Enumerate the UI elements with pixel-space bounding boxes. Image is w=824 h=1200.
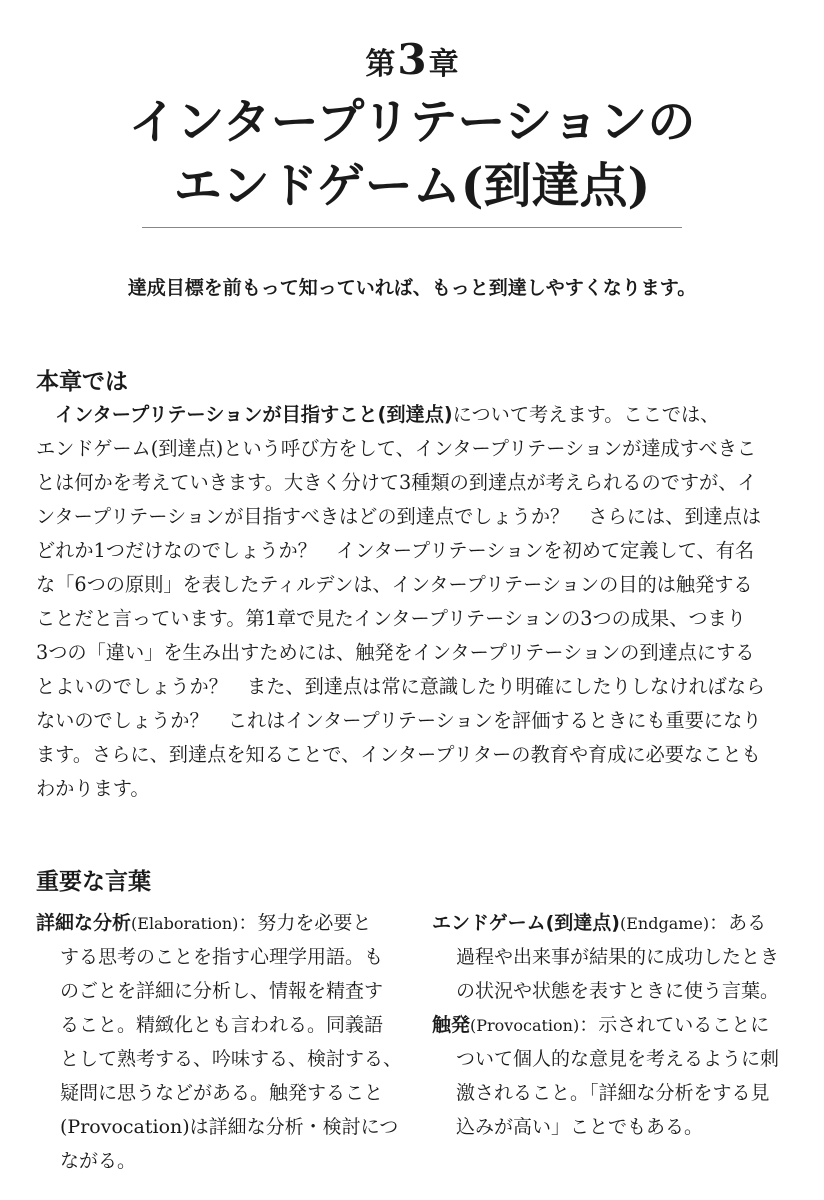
glossary-term: 触発: [432, 1014, 471, 1036]
chapter-title: [0, 90, 824, 218]
chapter-number: 3: [397, 35, 427, 84]
glossary-column-right: [432, 906, 788, 1144]
paragraph-line: ことだと言っています。第1章で見たインタープリテーションの3つの成果、つまり: [36, 607, 746, 630]
glossary-line: の状況や状態を表すときに使う言葉。: [456, 980, 780, 1002]
glossary-line: ついて個人的な意見を考えるように刺: [456, 1048, 780, 1070]
glossary-entry-endgame: [432, 906, 788, 1008]
chapter-suffix: 章: [428, 47, 459, 82]
glossary-line: エンドゲーム(到達点)(Endgame)：ある: [432, 912, 767, 934]
glossary-entry-elaboration: [36, 906, 403, 1178]
glossary-line: (Provocation)は詳細な分析・検討につ: [60, 1116, 399, 1138]
paragraph-line: どれか1つだけなのでしょうか？ インタープリテーションを初めて定義して、有名: [36, 539, 755, 562]
paragraph-line: ます。さらに、到達点を知ることで、インタープリターの教育や育成に必要なことも: [36, 743, 761, 766]
paragraph-line: とよいのでしょうか？ また、到達点は常に意識したり明確にしたりしなければなら: [36, 675, 766, 698]
section-heading-glossary: 重要な言葉: [36, 869, 151, 895]
glossary-entry-provocation: [432, 1008, 788, 1144]
paragraph-line: わかります。: [36, 777, 150, 800]
glossary-term-english: (Elaboration): [131, 914, 239, 933]
glossary-line: 激されること。「詳細な分析をする見: [456, 1082, 770, 1104]
intro-paragraph: [36, 398, 788, 806]
lead-sentence: 達成目標を前もって知っていれば、もっと到達しやすくなります。: [127, 277, 697, 299]
paragraph-line: インタープリテーションが目指すこと(到達点)について考えます。ここでは、: [55, 403, 720, 426]
chapter-label: [0, 35, 824, 85]
paragraph-line: とは何かを考えていきます。大きく分けて3種類の到達点が考えられるのですが、イ: [36, 471, 757, 494]
glossary-column-left: [36, 906, 403, 1178]
chapter-prefix: 第: [365, 47, 396, 82]
glossary-line: する思考のことを指す心理学用語。も: [60, 946, 384, 968]
chapter-title-line2: エンドゲーム(到達点): [173, 158, 651, 214]
glossary-term: 詳細な分析: [36, 912, 132, 934]
key-term: インタープリテーションが目指すこと: [55, 403, 378, 426]
paragraph-line: な「6つの原則」を表したティルデンは、インタープリテーションの目的は触発する: [36, 573, 753, 596]
glossary-term-english: (Provocation): [470, 1016, 580, 1035]
paragraph-line: ンタープリテーションが目指すべきはどの到達点でしょうか？ さらには、到達点は: [36, 505, 762, 528]
glossary-line: 過程や出来事が結果的に成功したとき: [456, 946, 780, 968]
glossary-line: ながる。: [60, 1150, 137, 1172]
glossary-term: エンドゲーム: [432, 912, 546, 934]
section-heading-intro: 本章では: [36, 369, 128, 395]
glossary-line: として熟考する、吟味する、検討する、: [60, 1048, 403, 1070]
glossary-line: 疑問に思うなどがある。触発すること: [60, 1082, 384, 1104]
glossary-line: 触発(Provocation)：示されていることに: [432, 1014, 770, 1036]
glossary-term-english: (Endgame): [620, 914, 710, 933]
glossary-line: 詳細な分析(Elaboration)：努力を必要と: [36, 912, 372, 934]
paragraph-line: ないのでしょうか？ これはインタープリテーションを評価するときにも重要になり: [36, 709, 762, 732]
title-divider: [142, 227, 682, 228]
glossary-term-paren: (到達点): [545, 912, 620, 934]
glossary-line: のごとを詳細に分析し、情報を精査す: [60, 980, 384, 1002]
glossary-line: ること。精緻化とも言われる。同義語: [60, 1014, 384, 1036]
paragraph-line: 3つの「違い」を生み出すためには、触発をインタープリテーションの到達点にする: [36, 641, 755, 664]
paragraph-line: エンドゲーム(到達点)という呼び方をして、インタープリテーションが達成すべきこ: [36, 437, 757, 460]
key-term-paren: (到達点): [377, 403, 453, 426]
glossary-line: 込みが高い」ことでもある。: [456, 1116, 704, 1138]
chapter-title-line1: インタープリテーションの: [128, 94, 696, 150]
